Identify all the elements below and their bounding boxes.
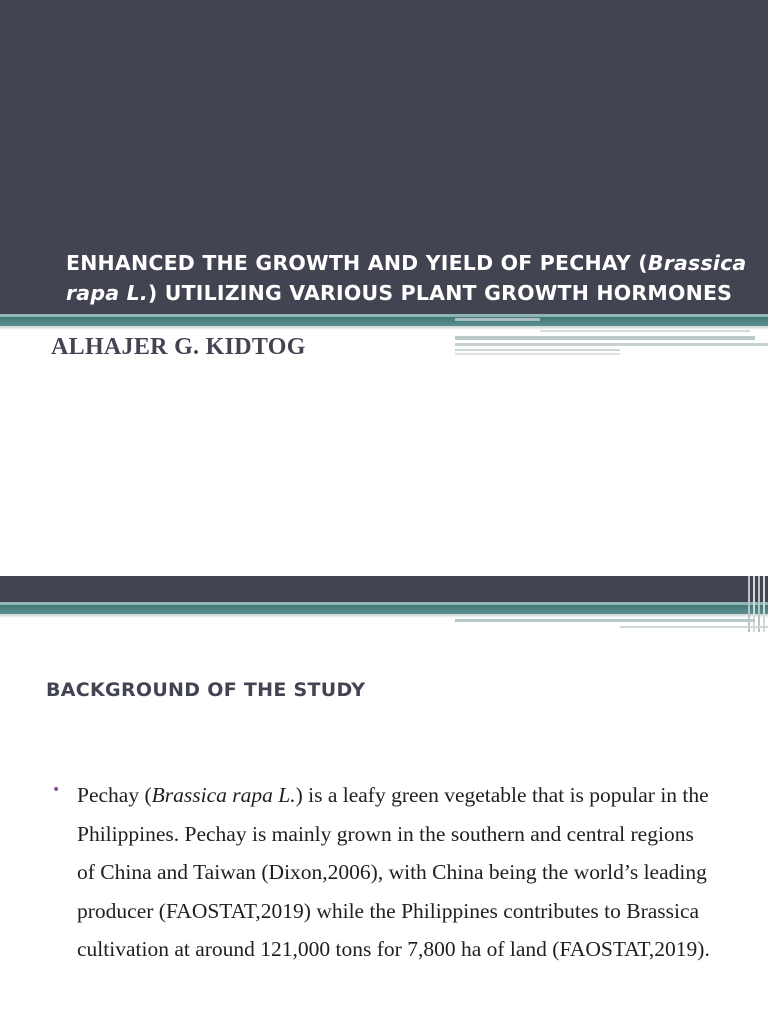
section-heading: BACKGROUND OF THE STUDY (46, 679, 366, 701)
title-text-part2: ) UTILIZING VARIOUS PLANT GROWTH HORMONES (147, 281, 733, 305)
bullet-text-part2: ) is a leafy green vegetable that is popular in the Philippines. Pechay is mainly grown in the southern and central regions of China and Taiwan (Dixon,2006), with China being the world’s leading producer (FAOSTAT,2019) while the Philippines contributes to Brassica cultivation at around 121,000 tons for 7,800 ha of land (FAOSTAT,2019). (77, 783, 710, 961)
bullet-scientific-name: Brassica rapa L. (151, 783, 296, 807)
header-band (0, 576, 768, 602)
decorative-stripe (748, 576, 750, 632)
author-name: ALHAJER G. KIDTOG (51, 334, 306, 360)
decorative-stripe (763, 576, 765, 632)
title-text-part1: ENHANCED THE GROWTH AND YIELD OF PECHAY ( (66, 251, 648, 275)
bullet-list (52, 776, 712, 969)
decorative-stripe (620, 626, 768, 628)
decorative-stripe (455, 343, 768, 346)
decorative-stripe (455, 336, 755, 340)
slide-title (66, 248, 756, 308)
list-item (52, 776, 712, 969)
teal-divider-highlight (0, 314, 768, 317)
decorative-stripe (455, 318, 540, 321)
decorative-stripe (758, 576, 760, 632)
decorative-stripe (455, 353, 620, 355)
decorative-stripe (540, 330, 750, 332)
divider-shadow (0, 614, 768, 618)
bullet-marker: • (52, 782, 61, 798)
bullet-text-part1: Pechay ( (77, 783, 152, 807)
background-slide (0, 576, 768, 1024)
title-scientific-name: Brassica rapa L. (66, 251, 747, 305)
bullet-text (77, 776, 712, 969)
teal-divider-highlight (0, 602, 768, 605)
decorative-stripe (455, 619, 755, 622)
decorative-stripe (455, 349, 620, 351)
decorative-stripe (753, 576, 755, 632)
